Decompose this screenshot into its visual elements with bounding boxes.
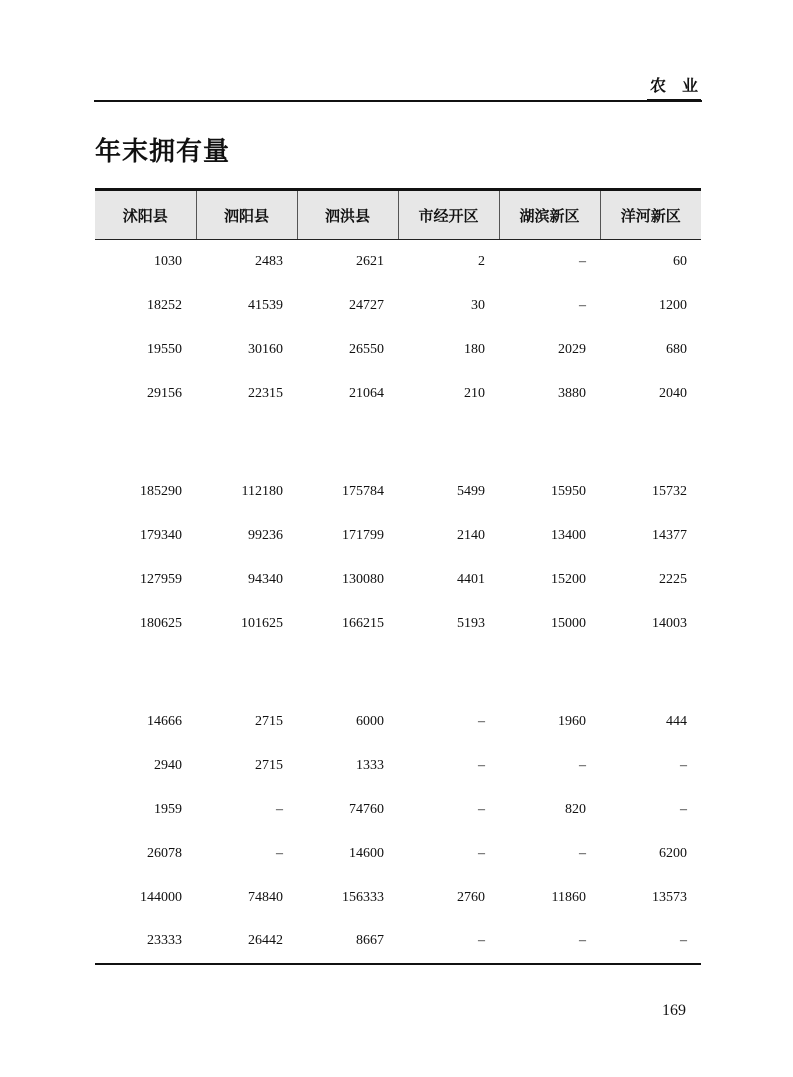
running-header (95, 78, 701, 101)
table-cell: 26550 (349, 341, 384, 357)
table-cell: – (579, 757, 586, 773)
table-cell: 171799 (342, 527, 384, 543)
column-header: 沭阳县 (95, 190, 196, 240)
table-cell: 74840 (248, 889, 283, 905)
table-cell: 99236 (248, 527, 283, 543)
table-cell: 2040 (659, 385, 687, 401)
table-cell: 2760 (457, 889, 485, 905)
table-cell: 24727 (349, 297, 384, 313)
table-cell: – (478, 801, 485, 817)
table-header-row (95, 190, 701, 240)
table-cell: 101625 (241, 615, 283, 631)
column-header: 洋河新区 (600, 190, 701, 240)
header-rule (94, 100, 702, 102)
table-cell: 2715 (255, 713, 283, 729)
table-row (95, 602, 701, 646)
table-cell: 41539 (248, 297, 283, 313)
table-cell: 1960 (558, 713, 586, 729)
table-row (95, 744, 701, 788)
table-cell: 15732 (652, 483, 687, 499)
page-number: 169 (662, 1002, 686, 1019)
table-row (95, 470, 701, 514)
table-cell: 2029 (558, 341, 586, 357)
table-cell: 22315 (248, 385, 283, 401)
table-cell: 60 (673, 253, 687, 269)
table-head (95, 190, 701, 240)
table-cell: 30 (471, 297, 485, 313)
table-cell: 210 (464, 385, 485, 401)
table-cell: 175784 (342, 483, 384, 499)
table-cell: 14600 (349, 845, 384, 861)
table-cell: 185290 (140, 483, 182, 499)
table-cell: 820 (565, 801, 586, 817)
statistics-table (95, 188, 701, 965)
table-cell: 15000 (551, 615, 586, 631)
table-row (95, 700, 701, 744)
spacer-cell (95, 416, 701, 470)
table-cell: 166215 (342, 615, 384, 631)
table-cell: 5499 (457, 483, 485, 499)
table-cell: 13573 (652, 889, 687, 905)
table-body (95, 240, 701, 964)
table-row (95, 284, 701, 328)
table-cell: 680 (666, 341, 687, 357)
table-cell: – (478, 713, 485, 729)
table-cell: 30160 (248, 341, 283, 357)
table-cell: 1959 (154, 801, 182, 817)
table-cell: 1333 (356, 757, 384, 773)
table-cell: 180625 (140, 615, 182, 631)
table-row (95, 558, 701, 602)
table-row (95, 240, 701, 284)
table-cell: 2483 (255, 253, 283, 269)
table-cell: 112180 (241, 483, 283, 499)
table-cell: 6200 (659, 845, 687, 861)
table-cell: 2140 (457, 527, 485, 543)
table-cell: 15950 (551, 483, 586, 499)
table-cell: 127959 (140, 571, 182, 587)
table-cell: 21064 (349, 385, 384, 401)
table-cell: 2 (478, 253, 485, 269)
table-cell: 2621 (356, 253, 384, 269)
table-row (95, 876, 701, 920)
table-cell: – (478, 845, 485, 861)
table-cell: – (680, 757, 687, 773)
table-cell: 14666 (147, 713, 182, 729)
table-cell: 13400 (551, 527, 586, 543)
table-cell: 1200 (659, 297, 687, 313)
table-cell: 15200 (551, 571, 586, 587)
table-cell: 2940 (154, 757, 182, 773)
table-row (95, 832, 701, 876)
table-cell: 11860 (551, 889, 586, 905)
table-cell: 444 (666, 713, 687, 729)
table-cell: 74760 (349, 801, 384, 817)
column-header: 市经开区 (398, 190, 499, 240)
table-cell: 23333 (147, 933, 182, 948)
table-row (95, 372, 701, 416)
table-cell: 2715 (255, 757, 283, 773)
table-cell: – (579, 845, 586, 861)
section-title: 农 业 (647, 79, 701, 101)
table-cell: 14377 (652, 527, 687, 543)
table-cell: 19550 (147, 341, 182, 357)
table-cell: 156333 (342, 889, 384, 905)
table-row (95, 920, 701, 964)
table-cell: 18252 (147, 297, 182, 313)
table-cell: 179340 (140, 527, 182, 543)
spacer-row (95, 416, 701, 470)
table-cell: – (579, 297, 586, 313)
table-cell: 4401 (457, 571, 485, 587)
column-header: 泗阳县 (196, 190, 297, 240)
table-cell: – (680, 933, 687, 948)
spacer-row (95, 646, 701, 700)
table-cell: 8667 (356, 933, 384, 948)
table-cell: – (478, 933, 485, 948)
column-header: 湖滨新区 (499, 190, 600, 240)
table-cell: – (276, 845, 283, 861)
table-cell: 180 (464, 341, 485, 357)
table-cell: – (276, 801, 283, 817)
table-cell: – (478, 757, 485, 773)
table-cell: 26442 (248, 933, 283, 948)
table-cell: 94340 (248, 571, 283, 587)
table-cell: – (579, 933, 586, 948)
page-title: 年末拥有量 (95, 137, 231, 166)
column-header: 泗洪县 (297, 190, 398, 240)
table-cell: 26078 (147, 845, 182, 861)
table-cell: 1030 (154, 253, 182, 269)
table-cell: 14003 (652, 615, 687, 631)
table-cell: 6000 (356, 713, 384, 729)
table-cell: 144000 (140, 889, 182, 905)
table-cell: 3880 (558, 385, 586, 401)
spacer-cell (95, 646, 701, 700)
table-row (95, 788, 701, 832)
table-cell: – (680, 801, 687, 817)
table-cell: 2225 (659, 571, 687, 587)
table-cell: 130080 (342, 571, 384, 587)
table-row (95, 514, 701, 558)
table-cell: 29156 (147, 385, 182, 401)
table-row (95, 328, 701, 372)
table-cell: 5193 (457, 615, 485, 631)
table-cell: – (579, 253, 586, 269)
